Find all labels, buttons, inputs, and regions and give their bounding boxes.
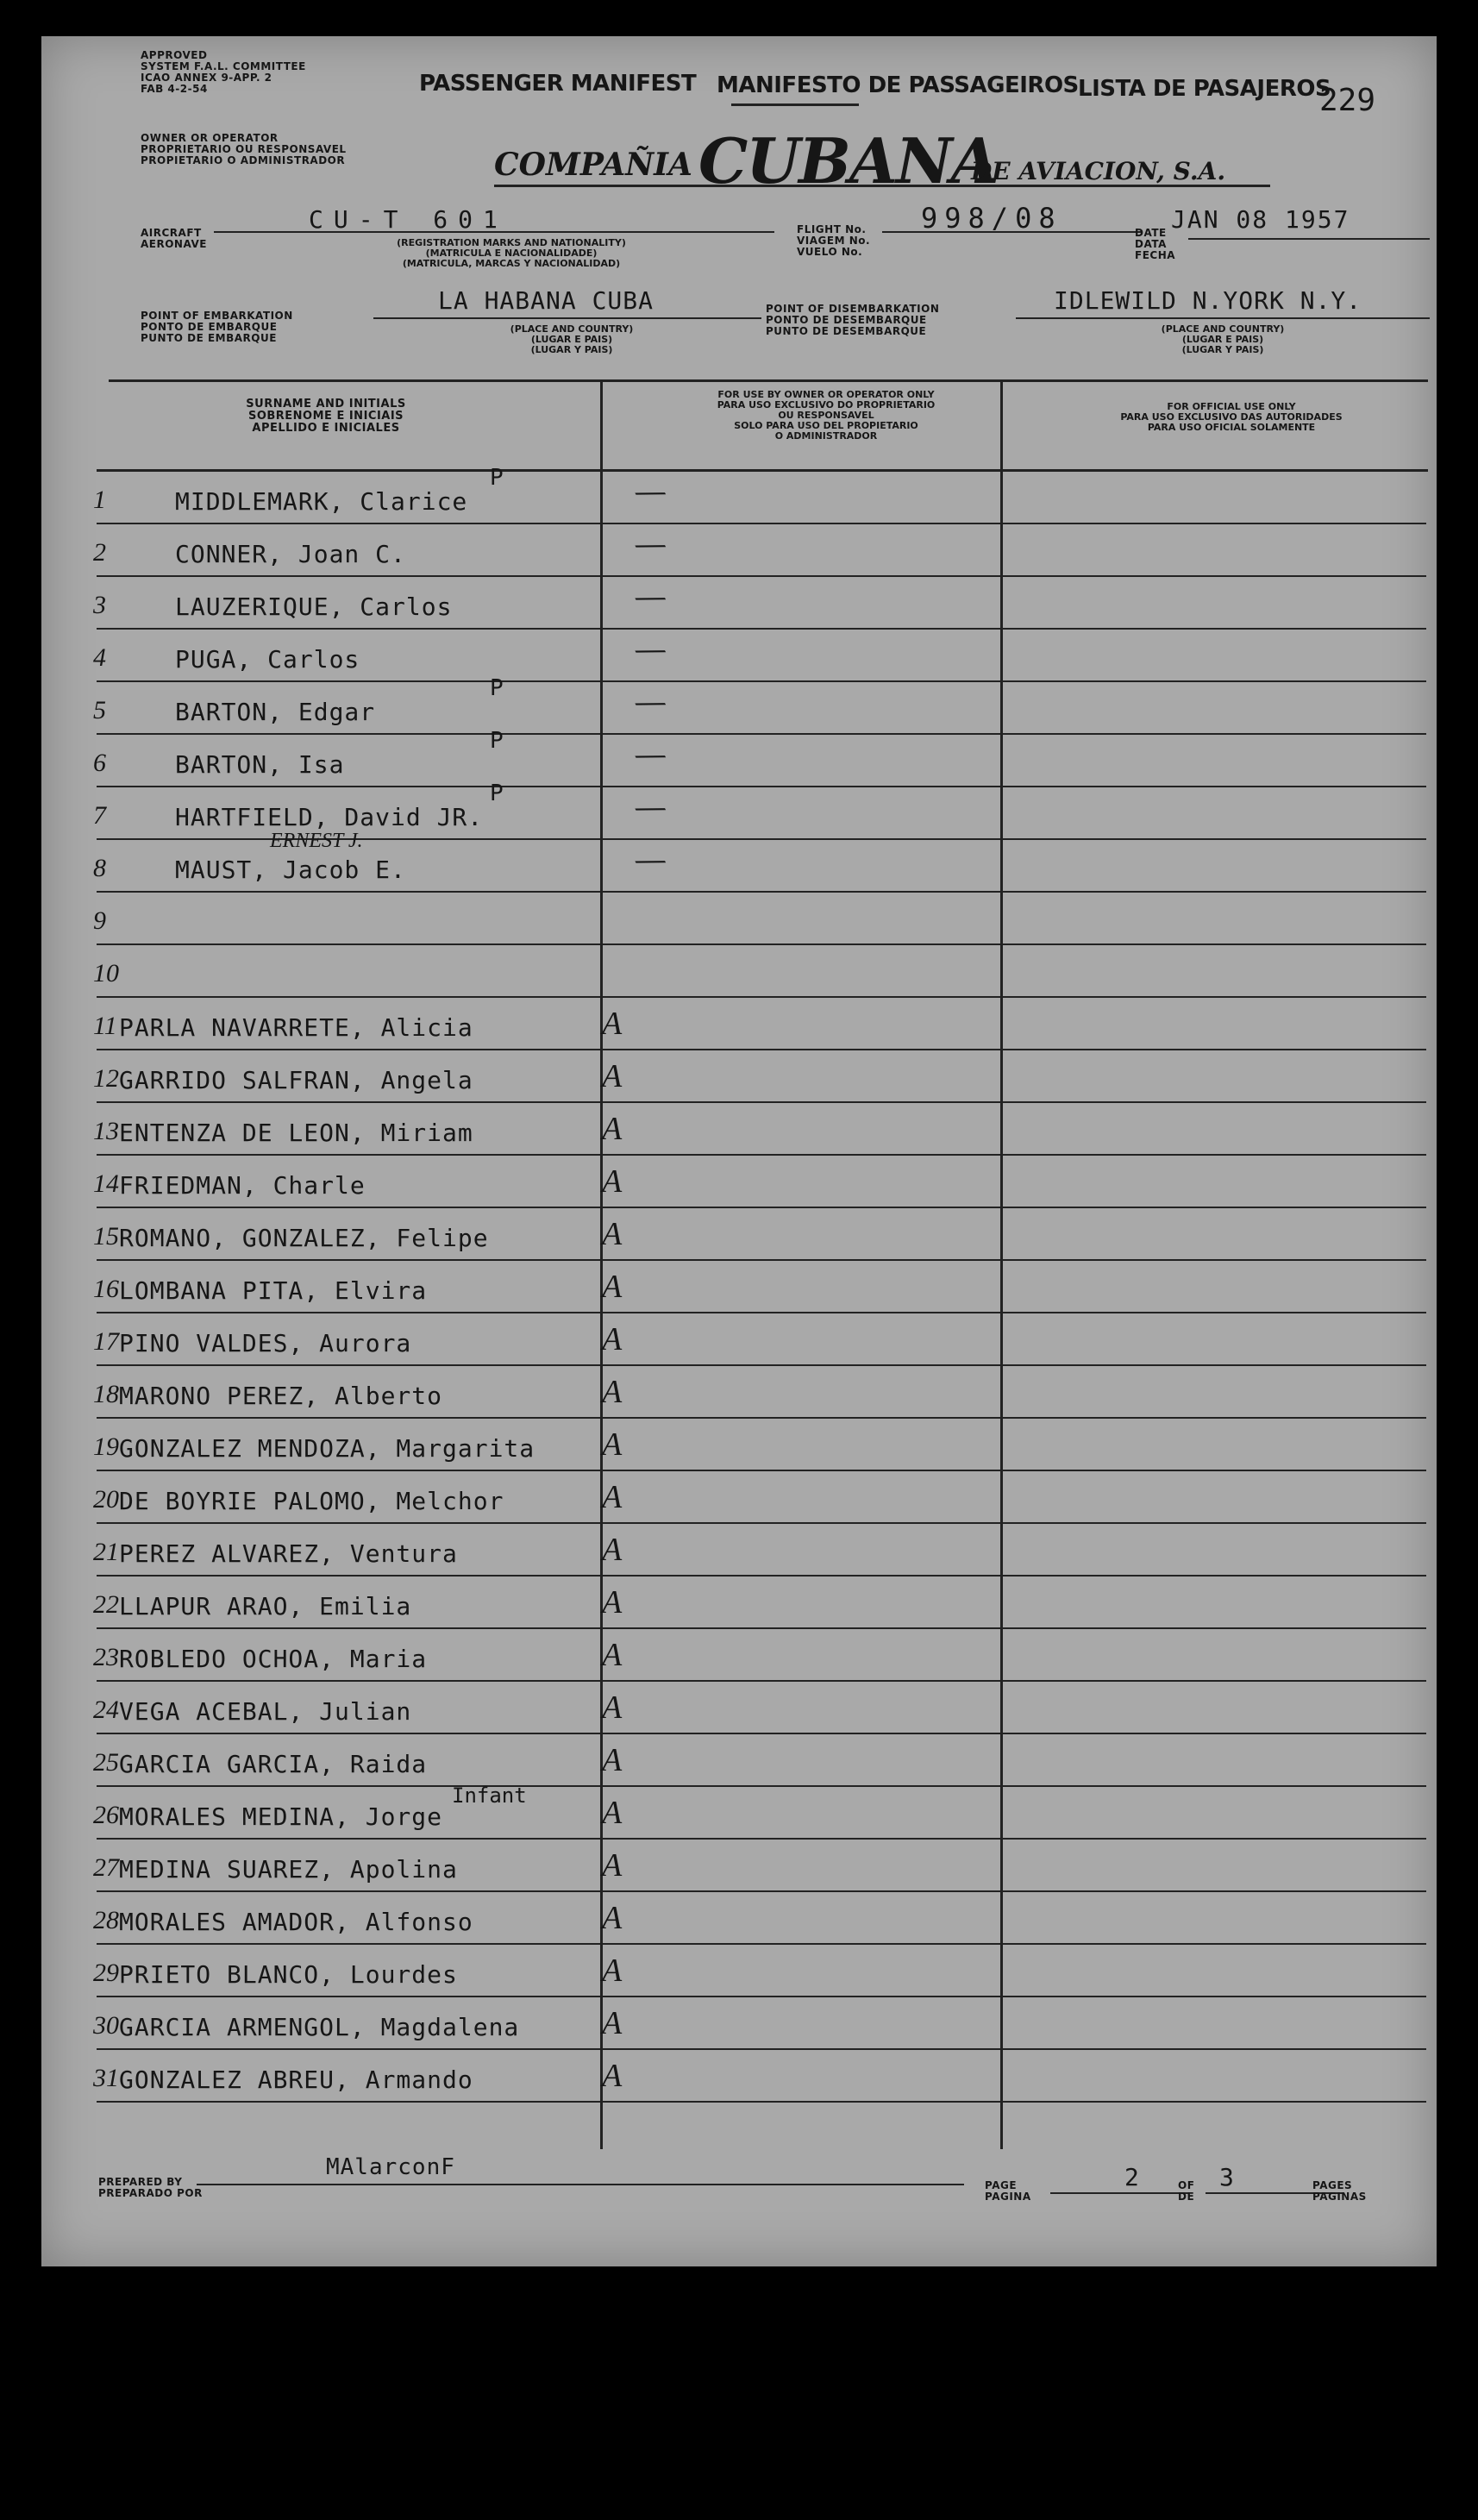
handwritten-a-mark: A xyxy=(602,1006,623,1042)
handwritten-a-mark: A xyxy=(602,1216,623,1252)
passenger-name: LLAPUR ARAO, Emilia xyxy=(119,1592,412,1620)
passenger-name: FRIEDMAN, Charle xyxy=(119,1171,366,1200)
disembark-sub-line: (LUGAR Y PAIS) xyxy=(1181,344,1264,355)
disembark-label-line: PUNTO DE DESEMBARQUE xyxy=(766,325,927,337)
of-value: 3 xyxy=(1219,2163,1235,2191)
table-row xyxy=(41,1103,1437,1156)
date-label-line: DATA xyxy=(1135,238,1167,250)
passenger-note: ERNEST J. xyxy=(270,830,363,852)
embark-label-line: PUNTO DE EMBARQUE xyxy=(141,332,277,344)
manifest-sheet xyxy=(41,36,1437,2266)
row-number: 19 xyxy=(93,1432,119,1461)
row-rule xyxy=(97,2101,1426,2103)
col-owner-line: O ADMINISTRADOR xyxy=(774,430,878,442)
aircraft-sub-line: (MATRICULA, MARCAS Y NACIONALIDAD) xyxy=(402,258,621,269)
col-names-line: SURNAME AND INITIALS xyxy=(246,398,406,411)
passenger-name: BARTON, Isa xyxy=(175,750,345,779)
handwritten-a-mark: A xyxy=(602,1532,623,1568)
table-row xyxy=(41,1524,1437,1577)
passenger-name: GARCIA ARMENGOL, Magdalena xyxy=(119,2013,520,2041)
check-slash-mark: / xyxy=(628,635,673,667)
passenger-name: MIDDLEMARK, Clarice xyxy=(175,487,468,516)
passenger-name: BARTON, Edgar xyxy=(175,698,376,726)
table-row xyxy=(41,1156,1437,1208)
passenger-name: DE BOYRIE PALOMO, Melchor xyxy=(119,1487,504,1515)
handwritten-a-mark: A xyxy=(602,2058,623,2094)
row-number: 31 xyxy=(93,2064,119,2092)
table-row xyxy=(41,830,1437,893)
approval-line: APPROVED xyxy=(141,49,208,61)
handwritten-a-mark: A xyxy=(602,1479,623,1515)
handwritten-a-mark: A xyxy=(602,1900,623,1936)
passenger-name: ENTENZA DE LEON, Miriam xyxy=(119,1119,473,1147)
row-number: 27 xyxy=(93,1853,119,1882)
col-owner-line: FOR USE BY OWNER OR OPERATOR ONLY xyxy=(717,389,935,400)
table-row xyxy=(41,1577,1437,1629)
disembark-label-line: POINT OF DISEMBARKATION xyxy=(766,303,940,315)
aircraft-sub-line: (MATRICULA E NACIONALIDADE) xyxy=(425,248,598,259)
table-row xyxy=(41,945,1437,998)
handwritten-a-mark: A xyxy=(602,1111,623,1147)
page-stamp-number: 229 xyxy=(1319,83,1376,118)
owner-label-line: PROPRIETARIO OU RESPONSAVEL xyxy=(141,143,347,155)
passenger-note: P xyxy=(490,465,504,491)
row-number: 17 xyxy=(93,1327,119,1356)
date-label-line: DATE xyxy=(1135,227,1167,239)
title-english: PASSENGER MANIFEST xyxy=(419,71,697,97)
row-number: 23 xyxy=(93,1643,119,1671)
passenger-name: LOMBANA PITA, Elvira xyxy=(119,1276,428,1305)
disembark-value: IDLEWILD N.YORK N.Y. xyxy=(1054,286,1362,315)
check-slash-mark: / xyxy=(628,530,673,561)
passenger-name: HARTFIELD, David JR. xyxy=(175,803,484,831)
table-row xyxy=(41,1682,1437,1734)
handwritten-a-mark: A xyxy=(602,1584,623,1620)
flight-label-line: VIAGEM No. xyxy=(797,235,871,247)
airline-prefix: COMPAÑIA xyxy=(494,147,692,183)
passenger-name: MORALES AMADOR, Alfonso xyxy=(119,1908,473,1936)
passenger-note: P xyxy=(490,780,504,806)
col-names-line: APELLIDO E INICIALES xyxy=(252,422,400,435)
handwritten-a-mark: A xyxy=(602,1321,623,1357)
approval-line: FAB 4-2-54 xyxy=(141,83,208,95)
passenger-name: GARRIDO SALFRAN, Angela xyxy=(119,1066,473,1094)
date-label-line: FECHA xyxy=(1135,249,1176,261)
row-number: 15 xyxy=(93,1222,119,1251)
table-row xyxy=(41,675,1437,735)
flight-label-line: FLIGHT No. xyxy=(797,223,867,235)
table-row xyxy=(41,1734,1437,1787)
table-row xyxy=(41,1629,1437,1682)
pages-label-line: PAGES xyxy=(1312,2179,1353,2191)
row-number: 2 xyxy=(93,538,106,567)
prepared-label xyxy=(98,2177,203,2199)
passenger-note: Infant xyxy=(452,1783,527,1808)
handwritten-a-mark: A xyxy=(602,1847,623,1884)
aircraft-value: CU-T 601 xyxy=(309,205,508,234)
passenger-name: MARONO PEREZ, Alberto xyxy=(119,1382,443,1410)
embark-label-line: POINT OF EMBARKATION xyxy=(141,310,293,322)
passenger-name: GONZALEZ MENDOZA, Margarita xyxy=(119,1434,535,1463)
flight-label-line: VUELO No. xyxy=(797,246,863,258)
row-number: 22 xyxy=(93,1590,119,1619)
of-label xyxy=(1178,2180,1194,2203)
table-row xyxy=(41,524,1437,577)
check-slash-mark: / xyxy=(628,793,673,824)
prepared-underline xyxy=(197,2184,964,2185)
passenger-note: P xyxy=(490,728,504,754)
passenger-name: PARLA NAVARRETE, Alicia xyxy=(119,1013,473,1042)
aircraft-sub-line: (REGISTRATION MARKS AND NATIONALITY) xyxy=(397,237,626,248)
table-row xyxy=(41,1261,1437,1313)
col-owner-line: PARA USO EXCLUSIVO DO PROPRIETARIO xyxy=(717,399,936,411)
col-official-line: PARA USO OFICIAL SOLAMENTE xyxy=(1147,422,1316,433)
passenger-name: MORALES MEDINA, Jorge xyxy=(119,1802,443,1831)
embark-label-line: PONTO DE EMBARQUE xyxy=(141,321,278,333)
table-row xyxy=(41,1997,1437,2050)
table-row xyxy=(41,1783,1437,1840)
table-row xyxy=(41,1945,1437,1997)
passenger-name: ROMANO, GONZALEZ, Felipe xyxy=(119,1224,489,1252)
check-slash-mark: / xyxy=(628,740,673,772)
row-number: 14 xyxy=(93,1169,119,1198)
row-number: 25 xyxy=(93,1748,119,1777)
col-owner-line: OU RESPONSAVEL xyxy=(778,410,874,421)
passenger-note: P xyxy=(490,675,504,701)
handwritten-a-mark: A xyxy=(602,1374,623,1410)
check-slash-mark: / xyxy=(628,477,673,509)
approval-line: SYSTEM F.A.L. COMMITTEE xyxy=(141,60,306,72)
passenger-name: GONZALEZ ABREU, Armando xyxy=(119,2066,473,2094)
handwritten-a-mark: A xyxy=(602,1953,623,1989)
table-row xyxy=(41,893,1437,945)
passenger-name: GARCIA GARCIA, Raida xyxy=(119,1750,428,1778)
row-number: 30 xyxy=(93,2011,119,2040)
row-number: 13 xyxy=(93,1117,119,1145)
date-value: JAN 08 1957 xyxy=(1171,205,1350,234)
table-row xyxy=(41,1471,1437,1524)
of-label-line: OF xyxy=(1178,2179,1195,2191)
passenger-list xyxy=(41,36,1437,2266)
col-owner-line: SOLO PARA USO DEL PROPIETARIO xyxy=(734,420,918,431)
handwritten-a-mark: A xyxy=(602,1742,623,1778)
row-number: 26 xyxy=(93,1801,119,1829)
pages-label-line: PAGINAS xyxy=(1312,2191,1367,2203)
row-number: 8 xyxy=(93,854,106,882)
row-number: 20 xyxy=(93,1485,119,1514)
handwritten-a-mark: A xyxy=(602,1637,623,1673)
handwritten-a-mark: A xyxy=(602,2005,623,2041)
airline-logo: CUBANA xyxy=(698,124,998,197)
table-row xyxy=(41,577,1437,630)
disembark-sub-line: (LUGAR E PAIS) xyxy=(1181,334,1264,345)
table-row xyxy=(41,1892,1437,1945)
passenger-name: MEDINA SUAREZ, Apolina xyxy=(119,1855,458,1884)
passenger-name: PEREZ ALVAREZ, Ventura xyxy=(119,1539,458,1568)
row-number: 9 xyxy=(93,906,106,935)
table-row xyxy=(41,728,1437,787)
embark-sub-line: (PLACE AND COUNTRY) xyxy=(510,323,634,335)
row-number: 12 xyxy=(93,1064,119,1093)
approval-line: ICAO ANNEX 9-APP. 2 xyxy=(141,72,272,84)
prepared-label-line: PREPARADO POR xyxy=(98,2187,203,2199)
passenger-name: LAUZERIQUE, Carlos xyxy=(175,592,453,621)
page-underline xyxy=(1050,2192,1188,2194)
col-official-line: FOR OFFICIAL USE ONLY xyxy=(1167,401,1296,412)
row-number: 24 xyxy=(93,1696,119,1724)
handwritten-a-mark: A xyxy=(602,1269,623,1305)
row-number: 29 xyxy=(93,1959,119,1987)
handwritten-a-mark: A xyxy=(602,1058,623,1094)
check-slash-mark: / xyxy=(628,687,673,719)
col-official-line: PARA USO EXCLUSIVO DAS AUTORIDADES xyxy=(1120,411,1343,423)
table-row xyxy=(41,1313,1437,1366)
row-number: 21 xyxy=(93,1538,119,1566)
row-number: 7 xyxy=(93,801,106,830)
passenger-name: ROBLEDO OCHOA, Maria xyxy=(119,1645,428,1673)
title-portuguese: MANIFESTO DE PASSAGEIROS xyxy=(717,72,1079,98)
handwritten-a-mark: A xyxy=(602,1163,623,1200)
handwritten-a-mark: A xyxy=(602,1689,623,1726)
table-row xyxy=(41,1208,1437,1261)
owner-label-line: PROPIETARIO O ADMINISTRADOR xyxy=(141,154,346,166)
aircraft-label-line: AIRCRAFT xyxy=(141,227,202,239)
row-number: 1 xyxy=(93,486,106,514)
row-number: 5 xyxy=(93,696,106,724)
table-row xyxy=(41,1366,1437,1419)
check-slash-mark: / xyxy=(628,582,673,614)
table-row xyxy=(41,998,1437,1050)
disembark-sub-line: (PLACE AND COUNTRY) xyxy=(1161,323,1285,335)
page-label-line: PAGE xyxy=(985,2179,1018,2191)
table-row xyxy=(41,2050,1437,2103)
flight-value: 998/08 xyxy=(921,202,1062,235)
owner-label-line: OWNER OR OPERATOR xyxy=(141,132,279,144)
check-slash-mark: / xyxy=(628,845,673,877)
table-row xyxy=(41,1840,1437,1892)
table-row xyxy=(41,630,1437,682)
pages-label xyxy=(1312,2180,1367,2203)
prepared-value: MAlarconF xyxy=(326,2154,455,2180)
passenger-name: CONNER, Joan C. xyxy=(175,540,406,568)
row-number: 28 xyxy=(93,1906,119,1934)
passenger-name: PRIETO BLANCO, Lourdes xyxy=(119,1960,458,1989)
disembark-label-line: PONTO DE DESEMBARQUE xyxy=(766,314,927,326)
aircraft-label-line: AERONAVE xyxy=(141,238,207,250)
title-spanish: LISTA DE PASAJEROS xyxy=(1078,76,1331,102)
table-row xyxy=(41,780,1437,840)
airline-suffix: DE AVIACION, S.A. xyxy=(971,157,1226,185)
passenger-name: PINO VALDES, Aurora xyxy=(119,1329,412,1357)
of-label-line: DE xyxy=(1178,2191,1195,2203)
row-number: 16 xyxy=(93,1275,119,1303)
embark-value: LA HABANA CUBA xyxy=(438,286,654,315)
prepared-label-line: PREPARED BY xyxy=(98,2176,183,2188)
row-number: 6 xyxy=(93,749,106,777)
row-number: 4 xyxy=(93,643,106,672)
passenger-name: VEGA ACEBAL, Julian xyxy=(119,1697,412,1726)
table-row xyxy=(41,1419,1437,1471)
embark-sub-line: (LUGAR E PAIS) xyxy=(530,334,613,345)
table-row xyxy=(41,465,1437,524)
passenger-name: PUGA, Carlos xyxy=(175,645,360,674)
handwritten-a-mark: A xyxy=(602,1426,623,1463)
page-label-line: PAGINA xyxy=(985,2191,1031,2203)
passenger-name: MAUST, Jacob E. xyxy=(175,856,406,884)
table-row xyxy=(41,1050,1437,1103)
row-number: 18 xyxy=(93,1380,119,1408)
embark-sub-line: (LUGAR Y PAIS) xyxy=(530,344,613,355)
page-label xyxy=(985,2180,1031,2203)
row-number: 3 xyxy=(93,591,106,619)
col-names-line: SOBRENOME E INICIAIS xyxy=(247,410,404,423)
row-number: 11 xyxy=(93,1012,117,1040)
page-value: 2 xyxy=(1124,2163,1140,2191)
handwritten-a-mark: A xyxy=(602,1795,623,1831)
row-number: 10 xyxy=(93,959,119,987)
